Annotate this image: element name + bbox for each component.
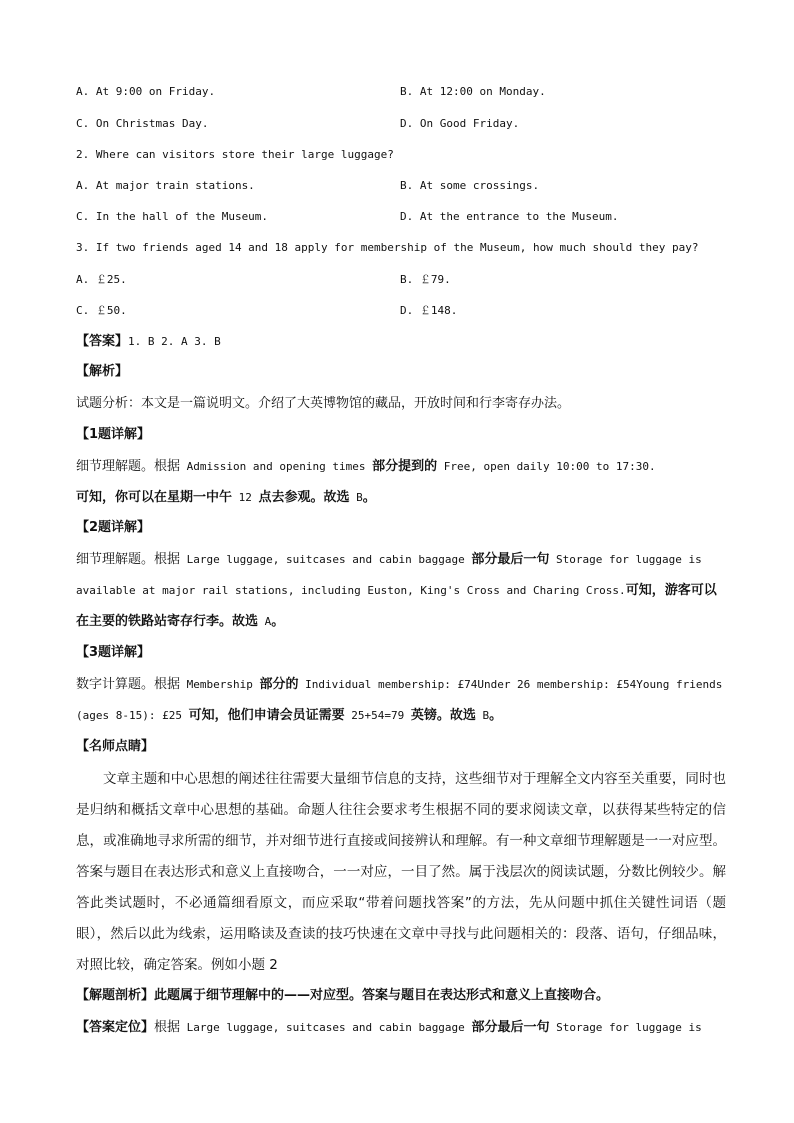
detail-3-part: 可知，他们申请会员证需要: [188, 708, 345, 723]
detail-3-part: 数字计算题。根据: [76, 677, 181, 692]
detail-1-part: 点去参观。故选: [258, 490, 350, 505]
detail-1-part: B: [349, 491, 363, 504]
detail-3-part: Individual membership: £74Under 26 membership: £54Young friends (ages 8-15): £25: [76, 678, 723, 722]
q3-option-a: A. ￡25.: [76, 273, 127, 286]
detail-2-text: [76, 544, 728, 637]
q2-option-c: C. In the hall of the Museum.: [76, 210, 269, 223]
detail-2-part: 可知，游客可以在主要的铁路站寄存行李。故选: [76, 583, 717, 629]
q3-option-c: C. ￡50.: [76, 304, 127, 317]
locate-part: Storage for luggage is: [549, 1021, 702, 1034]
detail-2-part: 。: [271, 614, 285, 629]
detail-1-part: Free, open daily 10:00 to 17:30.: [437, 460, 656, 473]
answer-line: [76, 333, 221, 350]
locate-part: 部分最后一句: [471, 1020, 550, 1035]
detail-3-part: B: [475, 709, 490, 722]
locate-line: [76, 1019, 702, 1036]
detail-2-part: 细节理解题。根据: [76, 552, 181, 567]
dissect-text: 此题属于细节理解中的——对应型。答案与题目在表达形式和意义上直接吻合。: [154, 988, 610, 1003]
q2-option-a: A. At major train stations.: [76, 179, 255, 192]
detail-2-part: Storage for luggage is available at major rail stations, including Euston, King's Cross and Charing Cross.: [76, 553, 702, 597]
detail-2-part: A: [258, 615, 272, 628]
q1-option-a: A. At 9:00 on Friday.: [76, 85, 216, 98]
locate-part: Large luggage, suitcases and cabin baggage: [180, 1021, 472, 1034]
q2-option-b: B. At some crossings.: [400, 179, 540, 192]
answer-label: 【答案】: [76, 334, 129, 349]
detail-2-part: Large luggage, suitcases and cabin baggage: [180, 553, 472, 566]
q1-option-b: B. At 12:00 on Monday.: [400, 85, 546, 98]
q1-option-d: D. On Good Friday.: [400, 117, 520, 130]
q2-stem: 2. Where can visitors store their large luggage?: [76, 148, 394, 161]
detail-2-label: 【2题详解】: [76, 520, 151, 535]
detail-3-part: 英镑。故选: [410, 708, 476, 723]
detail-1-part: 细节理解题。根据: [76, 459, 181, 474]
locate-part: 根据: [154, 1020, 181, 1035]
tips-text: 文章主题和中心思想的阐述往往需要大量细节信息的支持，这些细节对于理解全文内容至关重要，同时也是归纳和概括文章中心思想的基础。命题人往往会要求考生根据不同的要求阅读文章，以获得某些特定的信息，或准确地寻求所需的细节，并对细节进行直接或间接辨认和理解。有一种文章细节理解题是一一对应型。答案与题目在表达形式和意义上直接吻合，一一对应，一目了然。属于浅层次的阅读试题，分数比例较少。解答此类试题时，不必通篇细看原文，而应采取“带着问题找答案”的方法，先从问题中抓住关键性词语（题眼），然后以此为线索，运用略读及查读的技巧快速在文章中寻找与此问题相关的：段落、语句，仔细品味，对照比较，确定答案。例如小题 2: [76, 771, 726, 973]
q3-option-d: D. ￡148.: [400, 304, 458, 317]
analysis-label: 【解析】: [76, 364, 129, 379]
detail-3-part: 部分的: [259, 677, 299, 692]
dissect-label: 【解题剖析】: [76, 988, 155, 1003]
answer-value: 1. B 2. A 3. B: [128, 335, 221, 348]
detail-3-part: Membership: [180, 678, 260, 691]
q3-option-b: B. ￡79.: [400, 273, 451, 286]
q1-option-c: C. On Christmas Day.: [76, 117, 209, 130]
detail-3-text: [76, 669, 728, 731]
locate-label: 【答案定位】: [76, 1020, 155, 1035]
dissect-line: [76, 987, 609, 1004]
detail-1-text: [76, 451, 728, 513]
analysis-text: 试题分析：本文是一篇说明文。介绍了大英博物馆的藏品，开放时间和行李寄存办法。: [76, 396, 571, 411]
tips-label: 【名师点睛】: [76, 739, 155, 754]
q3-stem: 3. If two friends aged 14 and 18 apply for membership of the Museum, how much should they pay?: [76, 241, 699, 254]
detail-1-part: 12: [232, 491, 259, 504]
detail-1-part: 部分提到的: [372, 459, 438, 474]
detail-1-label: 【1题详解】: [76, 427, 151, 442]
detail-3-part: 25+54=79: [344, 709, 411, 722]
detail-3-label: 【3题详解】: [76, 645, 151, 660]
detail-1-part: Admission and opening times: [180, 460, 373, 473]
detail-1-part: 。: [362, 490, 376, 505]
detail-3-part: 。: [489, 708, 503, 723]
q2-option-d: D. At the entrance to the Museum.: [400, 210, 619, 223]
detail-1-part: 可知，你可以在星期一中午: [76, 490, 233, 505]
detail-2-part: 部分最后一句: [471, 552, 550, 567]
